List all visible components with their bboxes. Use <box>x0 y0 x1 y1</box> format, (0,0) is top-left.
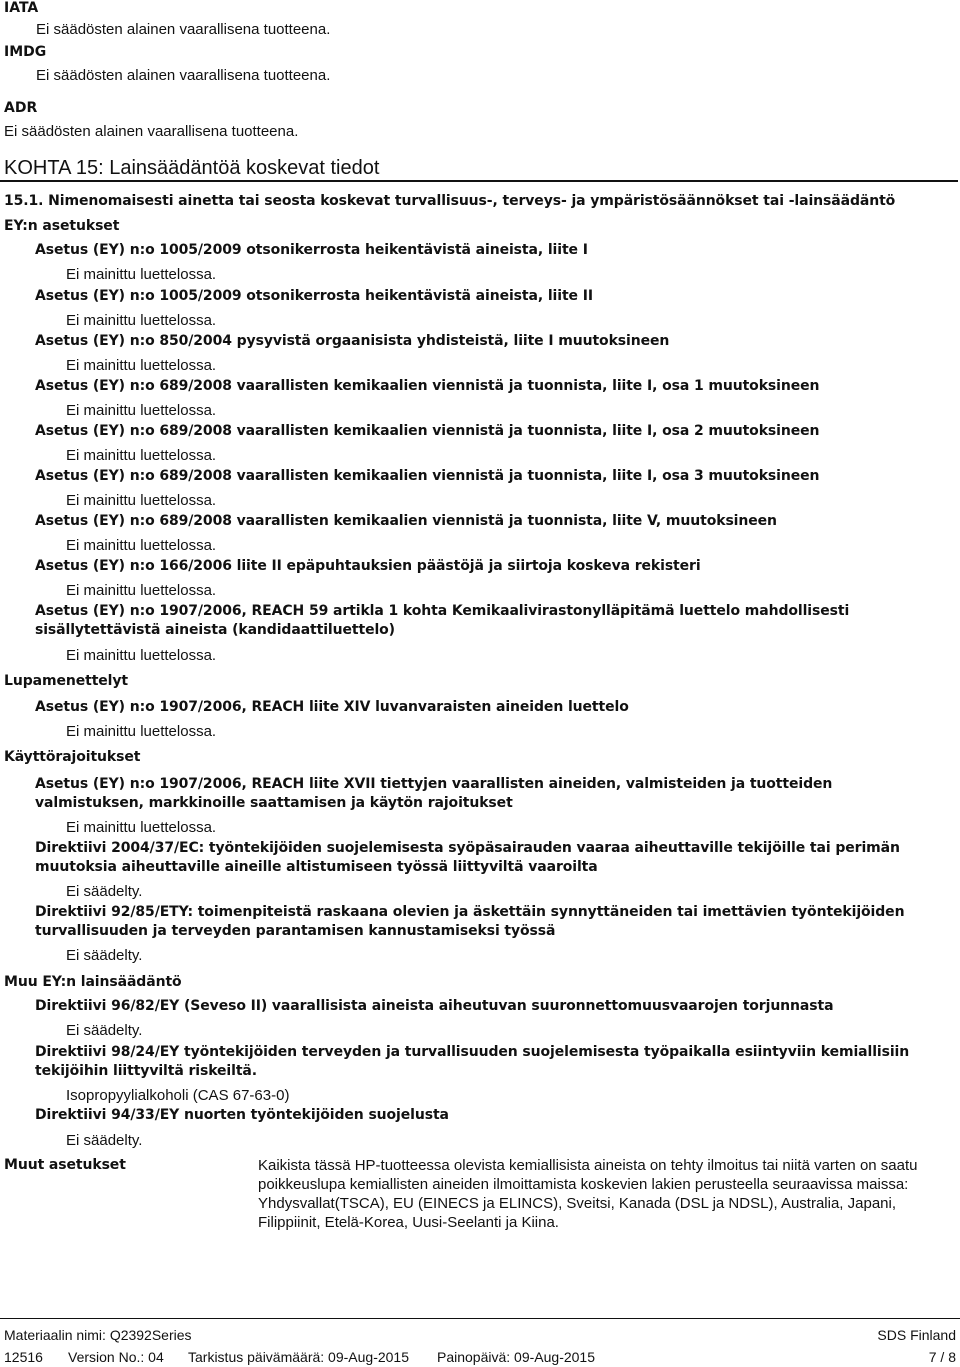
eu-item-title: Asetus (EY) n:o 166/2006 liite II epäpuhtauksien päästöjä ja siirtoja koskeva rekisteri <box>35 558 701 574</box>
eu-item-title: Asetus (EY) n:o 1005/2009 otsonikerrosta heikentävistä aineista, liite I <box>35 242 588 258</box>
eu-item-value: Ei mainittu luettelossa. <box>66 537 217 554</box>
eu-item-value: Ei mainittu luettelossa. <box>66 447 217 464</box>
other-eu-item-value: Ei säädelty. <box>66 1022 143 1039</box>
section-rule <box>0 180 958 182</box>
footer-revision: Tarkistus päivämäärä: 09-Aug-2015 <box>188 1349 410 1365</box>
restriction-item-title: Direktiivi 2004/37/EC: työntekijöiden suojelemisesta syöpäsairauden vaaraa aiheuttaville tekijöille tai perimän muutoksia aiheuttaville aineille altistumiseen työssä liittyviltä vaaroilta <box>35 840 900 875</box>
restrictions-heading: Käyttörajoitukset <box>4 749 141 765</box>
imdg-value: Ei säädösten alainen vaarallisena tuotteena. <box>36 67 331 84</box>
restriction-item-title: Asetus (EY) n:o 1907/2006, REACH liite XVII tiettyjen vaarallisten aineiden, valmisteiden ja tuotteiden valmistuksen, markkinoille saattamisen ja käytön rajoitukset <box>35 776 833 811</box>
footer-page: 7 / 8 <box>928 1349 956 1365</box>
other-eu-item-title: Direktiivi 94/33/EY nuorten työntekijöiden suojelusta <box>35 1107 449 1123</box>
eu-item-title: Asetus (EY) n:o 850/2004 pysyvistä orgaanisista yhdisteistä, liite I muutoksineen <box>35 333 670 349</box>
other-regs-text: Kaikista tässä HP-tuotteessa olevista kemiallisista aineista on tehty ilmoitus tai niitä varten on saatu poikkeuslupa kemiallisten aineiden ilmoittamista koskevien lakien perusteella seuraavissa maissa: Yhdysvallat(TSCA), EU (EINECS ja ELINCS), Sveitsi, Kanada (DSL ja NDSL), Australia, Japani, Filippiinit, Etelä-Korea, Uusi-Seelanti ja Kiina. <box>258 1157 918 1231</box>
restriction-item-value: Ei mainittu luettelossa. <box>66 819 217 836</box>
footer-sds: SDS Finland <box>877 1327 956 1343</box>
eu-item-title: Asetus (EY) n:o 689/2008 vaarallisten kemikaalien viennistä ja tuonnista, liite I, osa 3 muutoksineen <box>35 468 820 484</box>
other-eu-item-title: Direktiivi 98/24/EY työntekijöiden terveyden ja turvallisuuden suojelemisesta työpaikalla esiintyviin kemiallisiin tekijöihin liittyviltä riskeiltä. <box>35 1044 910 1079</box>
eu-item-value: Ei mainittu luettelossa. <box>66 266 217 283</box>
eu-item-title: Asetus (EY) n:o 1005/2009 otsonikerrosta heikentävistä aineista, liite II <box>35 288 593 304</box>
eu-item-value: Ei mainittu luettelossa. <box>66 357 217 374</box>
other-eu-item-value: Ei säädelty. <box>66 1132 143 1149</box>
eu-item-value: Ei mainittu luettelossa. <box>66 492 217 509</box>
other-eu-item-title: Direktiivi 96/82/EY (Seveso II) vaarallisista aineista aiheutuvan suuronnettomuusvaarojen torjunnasta <box>35 998 834 1014</box>
iata-value: Ei säädösten alainen vaarallisena tuotteena. <box>36 21 331 38</box>
eu-item-title: Asetus (EY) n:o 689/2008 vaarallisten kemikaalien viennistä ja tuonnista, liite V, muutoksineen <box>35 513 777 529</box>
section-title: KOHTA 15: Lainsäädäntöä koskevat tiedot <box>4 157 380 179</box>
imdg-label: IMDG <box>4 44 47 60</box>
footer-material: Materiaalin nimi: Q2392Series <box>4 1327 192 1343</box>
authorisation-item-value: Ei mainittu luettelossa. <box>66 723 217 740</box>
restriction-item-value: Ei säädelty. <box>66 947 143 964</box>
eu-item-value: Ei mainittu luettelossa. <box>66 582 217 599</box>
eu-heading: EY:n asetukset <box>4 218 120 234</box>
eu-item-title: Asetus (EY) n:o 689/2008 vaarallisten kemikaalien viennistä ja tuonnista, liite I, osa 1 muutoksineen <box>35 378 820 394</box>
eu-item-value: Ei mainittu luettelossa. <box>66 312 217 329</box>
other-eu-heading: Muu EY:n lainsäädäntö <box>4 974 182 990</box>
footer-print-date: Painopäivä: 09-Aug-2015 <box>437 1349 596 1365</box>
authorisation-heading: Lupamenettelyt <box>4 673 128 689</box>
eu-item-value: Ei mainittu luettelossa. <box>66 647 217 664</box>
eu-item-title: Asetus (EY) n:o 689/2008 vaarallisten kemikaalien viennistä ja tuonnista, liite I, osa 2 muutoksineen <box>35 423 820 439</box>
other-eu-item-value: Isopropyylialkoholi (CAS 67-63-0) <box>66 1087 290 1104</box>
other-regs-heading: Muut asetukset <box>4 1157 126 1173</box>
footer-doc-no: 12516 <box>4 1349 43 1365</box>
eu-item-title: Asetus (EY) n:o 1907/2006, REACH 59 artikla 1 kohta Kemikaalivirastonylläpitämä luettelo mahdollisesti sisällytettävistä aineista (kandidaattiluettelo) <box>35 603 850 638</box>
authorisation-item-title: Asetus (EY) n:o 1907/2006, REACH liite XIV luvanvaraisten aineiden luettelo <box>35 699 629 715</box>
eu-item-value: Ei mainittu luettelossa. <box>66 402 217 419</box>
restriction-item-value: Ei säädelty. <box>66 883 143 900</box>
footer-rule <box>0 1318 960 1319</box>
iata-label: IATA <box>4 0 39 16</box>
footer-version: Version No.: 04 <box>68 1349 164 1365</box>
section-subtitle: 15.1. Nimenomaisesti ainetta tai seosta koskevat turvallisuus-, terveys- ja ympäristösäännökset tai -lainsäädäntö <box>4 193 896 209</box>
adr-label: ADR <box>4 100 38 116</box>
adr-value: Ei säädösten alainen vaarallisena tuotteena. <box>4 123 299 140</box>
restriction-item-title: Direktiivi 92/85/ETY: toimenpiteistä raskaana olevien ja äskettäin synnyttäneiden tai imettävien työntekijöiden turvallisuuden ja terveyden parantamisen kannustamiseksi työssä <box>35 904 905 939</box>
